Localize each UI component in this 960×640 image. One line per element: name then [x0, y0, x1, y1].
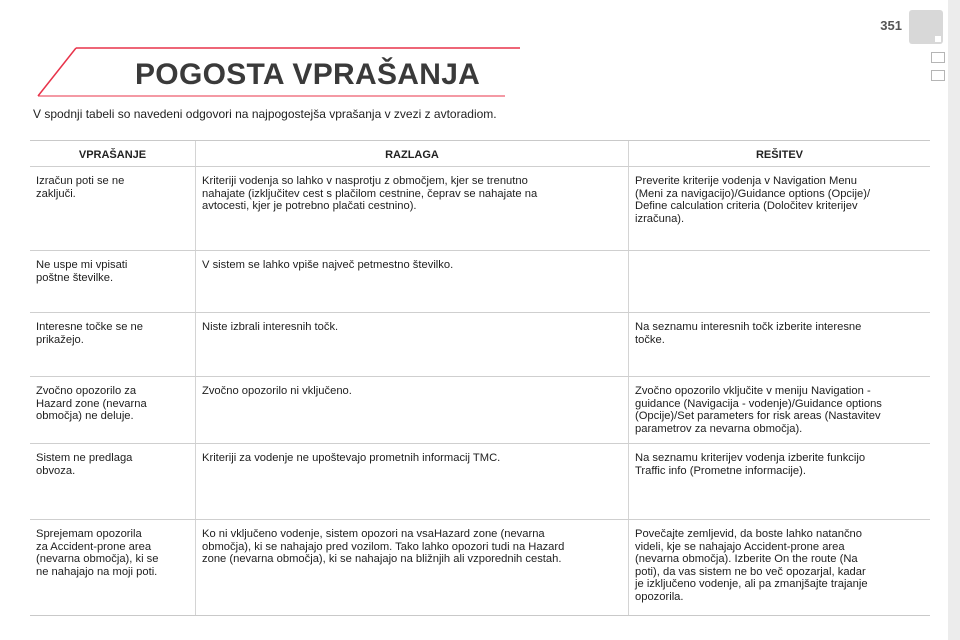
- question-cell: Zvočno opozorilo za Hazard zone (nevarna območja) ne deluje.: [36, 385, 147, 423]
- table-row: [30, 167, 930, 251]
- question-cell: Sprejemam opozorila za Accident-prone area (nevarna območja), ki se ne nahajajo na moji poti.: [36, 528, 159, 578]
- question-cell: Interesne točke se ne prikažejo.: [36, 321, 143, 346]
- table-row: [30, 444, 930, 520]
- faq-table: [30, 140, 930, 616]
- header-reason: RAZLAGA: [195, 141, 628, 166]
- reason-cell: Zvočno opozorilo ni vključeno.: [195, 377, 628, 443]
- header-question: VPRAŠANJE: [78, 149, 147, 161]
- solution-cell: Povečajte zemljevid, da boste lahko natančno videli, kje se nahajajo Accident-prone area (nevarna območja). Izberite On the route (Na poti), da vas sistem ne bo več opozarjal, kadar je izključeno vodenje, ali pa zmanjšajte trajanje opozorila.: [628, 520, 930, 615]
- reason-cell: Niste izbrali interesnih točk.: [195, 313, 628, 376]
- solution-cell: Zvočno opozorilo vključite v meniju Navigation - guidance (Navigacija - vodenje)/Guidance options (Opcije)/Set parameters for risk areas (Nastavitev parametrov za nevarna območja).: [628, 377, 930, 443]
- solution-cell: [628, 251, 930, 312]
- reason-cell: Kriteriji vodenja so lahko v nasprotju z območjem, kjer se trenutno nahajate (izključitev cest s plačilom cestnine, čeprav se nahajate na avtocesti, kjer je potrebno plačati cestnino).: [195, 167, 628, 250]
- solution-cell: Na seznamu kriterijev vodenja izberite funkcijo Traffic info (Prometne informacije).: [628, 444, 930, 519]
- reason-cell: Ko ni vključeno vodenje, sistem opozori na vsaHazard zone (nevarna območja), ki se nahajajo pred vozilom. Tako lahko opozori tudi na Hazard zone (nevarna območja), ki se nahajajo na bližnjih ali vzporednih cestah.: [195, 520, 628, 615]
- chapter-marker-box: [931, 52, 945, 63]
- reason-cell: Kriteriji za vodenje ne upoštevajo prometnih informacij TMC.: [195, 444, 628, 519]
- table-row: [30, 251, 930, 313]
- solution-cell: Preverite kriterije vodenja v Navigation Menu (Meni za navigacijo)/Guidance options (Opcije)/ Define calculation criteria (Določitev kriterijev izračuna).: [628, 167, 930, 250]
- table-row: [30, 377, 930, 444]
- header-solution: REŠITEV: [628, 141, 930, 166]
- side-stripe: [948, 0, 960, 640]
- solution-cell: Na seznamu interesnih točk izberite interesne točke.: [628, 313, 930, 376]
- intro-text: V spodnji tabeli so navedeni odgovori na najpogostejša vprašanja v zvezi z avtoradiom.: [33, 107, 497, 121]
- table-row: [30, 313, 930, 377]
- chapter-marker-box: [931, 70, 945, 81]
- question-cell: Sistem ne predlaga obvoza.: [36, 452, 133, 477]
- page-number: 351: [880, 18, 902, 33]
- question-cell: Izračun poti se ne zaključi.: [36, 175, 125, 200]
- reason-cell: V sistem se lahko vpiše največ petmestno številko.: [195, 251, 628, 312]
- page-corner-mark: [935, 36, 941, 42]
- table-row: [30, 520, 930, 615]
- page-title: POGOSTA VPRAŠANJA: [135, 58, 481, 91]
- question-cell: Ne uspe mi vpisati poštne številke.: [36, 259, 128, 284]
- table-header-row: [30, 141, 930, 167]
